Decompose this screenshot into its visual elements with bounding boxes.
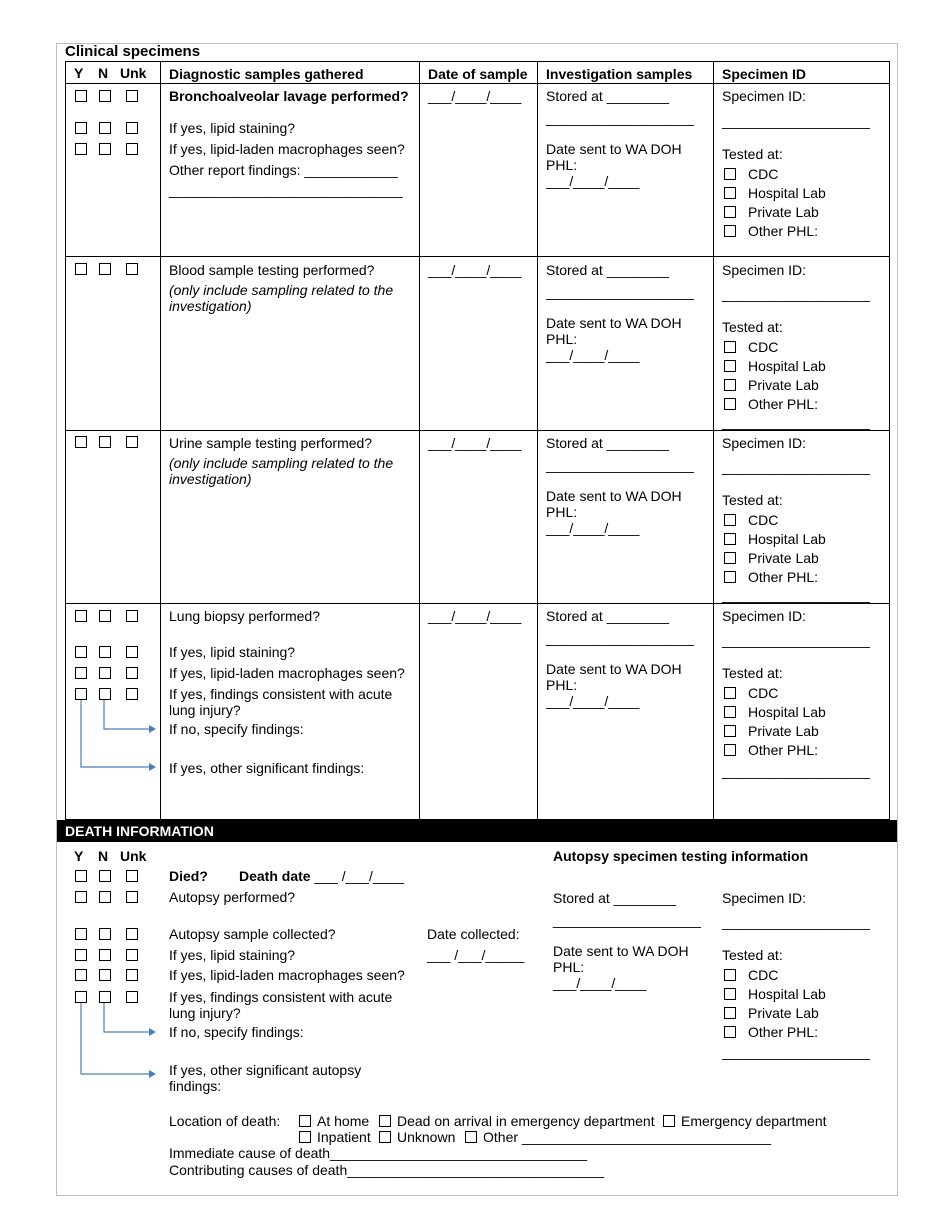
autopsy-collected-unk-checkbox[interactable] <box>126 928 138 940</box>
autopsy-tested-at-label: Tested at: <box>722 947 783 963</box>
blood-date-sent-label: Date sent to WA DOH PHL: <box>546 315 682 347</box>
bal-date-sent-label: Date sent to WA DOH PHL: <box>546 141 682 173</box>
bal-n-checkbox[interactable] <box>99 90 111 102</box>
location-unknown-label: Unknown <box>397 1129 456 1145</box>
urine-hospital-checkbox[interactable] <box>724 533 736 545</box>
biopsy-stored-line[interactable]: ___________________ <box>546 630 694 646</box>
biopsy-date-sent-field[interactable]: ___/____/____ <box>546 693 640 709</box>
biopsy-other-phl-label: Other PHL: <box>748 742 819 758</box>
bal-lipid-n-checkbox[interactable] <box>99 122 111 134</box>
biopsy-hospital-checkbox[interactable] <box>724 706 736 718</box>
col-border <box>419 61 420 820</box>
urine-date-sent-field[interactable]: ___/____/____ <box>546 520 640 536</box>
autopsy-collected-question: Autopsy sample collected? <box>169 926 336 942</box>
blood-y-checkbox[interactable] <box>75 263 87 275</box>
blood-cdc-label: CDC <box>748 339 779 355</box>
urine-date-sent-label: Date sent to WA DOH PHL: <box>546 488 682 520</box>
autopsy-other-phl-checkbox[interactable] <box>724 1026 736 1038</box>
blood-unk-checkbox[interactable] <box>126 263 138 275</box>
biopsy-flow-arrows <box>70 700 162 775</box>
urine-n-checkbox[interactable] <box>99 436 111 448</box>
biopsy-cdc-checkbox[interactable] <box>724 687 736 699</box>
bal-macro-n-checkbox[interactable] <box>99 143 111 155</box>
autopsy-performed-question: Autopsy performed? <box>169 889 296 905</box>
biopsy-stored-at[interactable]: Stored at ________ <box>546 608 669 624</box>
biopsy-private-checkbox[interactable] <box>724 725 736 737</box>
urine-stored-line[interactable]: ___________________ <box>546 457 694 473</box>
bal-date-sent-field[interactable]: ___/____/____ <box>546 173 640 189</box>
bal-macro-question: If yes, lipid-laden macrophages seen? <box>169 141 405 157</box>
autopsy-macro-n-checkbox[interactable] <box>99 969 111 981</box>
header-divider <box>65 83 889 84</box>
urine-other-phl-checkbox[interactable] <box>724 571 736 583</box>
biopsy-acute-y-checkbox[interactable] <box>75 688 87 700</box>
blood-other-phl-checkbox[interactable] <box>724 398 736 410</box>
row-divider <box>65 430 889 431</box>
urine-other-phl-label: Other PHL: <box>748 569 819 585</box>
autopsy-lipid-question: If yes, lipid staining? <box>169 947 296 963</box>
urine-hospital-label: Hospital Lab <box>748 531 826 547</box>
no-branch-arrow-line <box>104 1003 150 1032</box>
bal-cdc-label: CDC <box>748 166 779 182</box>
biopsy-specimen-id-field[interactable]: ___________________ <box>722 632 870 648</box>
urine-other-phl-line[interactable]: ___________________ <box>722 587 870 603</box>
bal-stored-at[interactable]: Stored at ________ <box>546 88 669 104</box>
biopsy-macro-n-checkbox[interactable] <box>99 667 111 679</box>
blood-stored-line[interactable]: ___________________ <box>546 284 694 300</box>
header-diagnostic: Diagnostic samples gathered <box>169 66 364 82</box>
autopsy-specimen-id-field[interactable]: ___________________ <box>722 914 870 930</box>
bal-tested-at-label: Tested at: <box>722 146 783 162</box>
autopsy-stored-at[interactable]: Stored at ________ <box>553 890 676 906</box>
urine-specimen-id-label: Specimen ID: <box>722 435 807 451</box>
header-investigation: Investigation samples <box>546 66 693 82</box>
autopsy-other-phl-line[interactable]: ___________________ <box>722 1044 870 1060</box>
biopsy-lipid-unk-checkbox[interactable] <box>126 646 138 658</box>
location-other-field[interactable]: Other ________________________________ <box>483 1129 772 1145</box>
autopsy-lipid-unk-checkbox[interactable] <box>126 949 138 961</box>
autopsy-hospital-checkbox[interactable] <box>724 988 736 1000</box>
biopsy-date-sent-label: Date sent to WA DOH PHL: <box>546 661 682 693</box>
autopsy-info-header: Autopsy specimen testing information <box>553 848 809 864</box>
death-date-field[interactable]: Death date ___ /___/____ <box>239 868 404 884</box>
biopsy-other-findings: If yes, other significant findings: <box>169 760 365 776</box>
autopsy-private-label: Private Lab <box>748 1005 819 1021</box>
urine-specimen-id-field[interactable]: ___________________ <box>722 459 870 475</box>
autopsy-private-checkbox[interactable] <box>724 1007 736 1019</box>
urine-question: Urine sample testing performed? <box>169 435 373 451</box>
header-n: N <box>98 65 109 81</box>
autopsy-collected-y-checkbox[interactable] <box>75 928 87 940</box>
bal-other-findings-line[interactable]: ______________________________ <box>169 182 403 198</box>
bal-other-phl-checkbox[interactable] <box>724 225 736 237</box>
biopsy-lipid-n-checkbox[interactable] <box>99 646 111 658</box>
biopsy-acute-unk-checkbox[interactable] <box>126 688 138 700</box>
biopsy-macro-y-checkbox[interactable] <box>75 667 87 679</box>
blood-specimen-id-field[interactable]: ___________________ <box>722 286 870 302</box>
yes-branch-arrow-line <box>81 1003 150 1074</box>
bal-lipid-y-checkbox[interactable] <box>75 122 87 134</box>
location-unknown-checkbox[interactable] <box>379 1131 391 1143</box>
urine-private-label: Private Lab <box>748 550 819 566</box>
autopsy-stored-line[interactable]: ___________________ <box>553 912 701 928</box>
location-inpatient-checkbox[interactable] <box>299 1131 311 1143</box>
autopsy-specify-findings: If no, specify findings: <box>169 1024 304 1040</box>
died-y-checkbox[interactable] <box>75 870 87 882</box>
death-header-unk: Unk <box>120 848 147 864</box>
contributing-causes-field[interactable]: Contributing causes of death_________________________________ <box>169 1162 605 1178</box>
col-border <box>713 61 714 820</box>
biopsy-specify-findings: If no, specify findings: <box>169 721 304 737</box>
header-y: Y <box>74 65 84 81</box>
location-doa-label: Dead on arrival in emergency department <box>397 1113 655 1129</box>
yes-branch-arrow-line <box>81 700 150 767</box>
biopsy-date-field[interactable]: ___/____/____ <box>428 608 522 624</box>
bal-unk-checkbox[interactable] <box>126 90 138 102</box>
biopsy-y-checkbox[interactable] <box>75 610 87 622</box>
autopsy-acute-n-checkbox[interactable] <box>99 991 111 1003</box>
date-collected-field[interactable]: ___ /___/_____ <box>427 947 525 963</box>
biopsy-n-checkbox[interactable] <box>99 610 111 622</box>
autopsy-hospital-label: Hospital Lab <box>748 986 826 1002</box>
autopsy-date-sent-field[interactable]: ___/____/____ <box>553 975 647 991</box>
location-at-home-checkbox[interactable] <box>299 1115 311 1127</box>
biopsy-hospital-label: Hospital Lab <box>748 704 826 720</box>
autopsy-flow-arrows <box>70 1003 162 1078</box>
location-ed-label: Emergency department <box>681 1113 827 1129</box>
autopsy-macro-question: If yes, lipid-laden macrophages seen? <box>169 967 405 983</box>
blood-question: Blood sample testing performed? <box>169 262 375 278</box>
bal-lipid-question: If yes, lipid staining? <box>169 120 296 136</box>
autopsy-specimen-id-label: Specimen ID: <box>722 890 807 906</box>
header-unk: Unk <box>120 65 147 81</box>
biopsy-other-phl-line[interactable]: ___________________ <box>722 763 870 779</box>
blood-cdc-checkbox[interactable] <box>724 341 736 353</box>
died-n-checkbox[interactable] <box>99 870 111 882</box>
urine-private-checkbox[interactable] <box>724 552 736 564</box>
biopsy-unk-checkbox[interactable] <box>126 610 138 622</box>
died-question: Died? <box>169 868 208 884</box>
biopsy-macro-question: If yes, lipid-laden macrophages seen? <box>169 665 405 681</box>
biopsy-lipid-y-checkbox[interactable] <box>75 646 87 658</box>
bal-question: Bronchoalveolar lavage performed? <box>169 88 409 104</box>
blood-date-field[interactable]: ___/____/____ <box>428 262 522 278</box>
blood-hospital-label: Hospital Lab <box>748 358 826 374</box>
autopsy-acute-question: If yes, findings consistent with acute lung injury? <box>169 989 393 1021</box>
col-border <box>537 61 538 820</box>
biopsy-private-label: Private Lab <box>748 723 819 739</box>
autopsy-performed-n-checkbox[interactable] <box>99 891 111 903</box>
urine-cdc-checkbox[interactable] <box>724 514 736 526</box>
location-other-checkbox[interactable] <box>465 1131 477 1143</box>
bal-macro-unk-checkbox[interactable] <box>126 143 138 155</box>
location-ed-checkbox[interactable] <box>663 1115 675 1127</box>
bal-private-checkbox[interactable] <box>724 206 736 218</box>
biopsy-cdc-label: CDC <box>748 685 779 701</box>
blood-stored-at[interactable]: Stored at ________ <box>546 262 669 278</box>
autopsy-macro-y-checkbox[interactable] <box>75 969 87 981</box>
blood-private-checkbox[interactable] <box>724 379 736 391</box>
autopsy-acute-y-checkbox[interactable] <box>75 991 87 1003</box>
location-doa-checkbox[interactable] <box>379 1115 391 1127</box>
bal-stored-line[interactable]: ___________________ <box>546 110 694 126</box>
autopsy-lipid-y-checkbox[interactable] <box>75 949 87 961</box>
bal-y-checkbox[interactable] <box>75 90 87 102</box>
urine-tested-at-label: Tested at: <box>722 492 783 508</box>
autopsy-performed-y-checkbox[interactable] <box>75 891 87 903</box>
immediate-cause-field[interactable]: Immediate cause of death_________________________________ <box>169 1145 588 1161</box>
death-section-title: DEATH INFORMATION <box>65 823 214 839</box>
biopsy-acute-question: If yes, findings consistent with acute lung injury? <box>169 686 393 718</box>
biopsy-question: Lung biopsy performed? <box>169 608 320 624</box>
header-specimen: Specimen ID <box>722 66 807 82</box>
urine-cdc-label: CDC <box>748 512 779 528</box>
bal-cdc-checkbox[interactable] <box>724 168 736 180</box>
no-branch-arrow-line <box>104 700 150 729</box>
no-branch-arrowhead-icon <box>149 1028 156 1036</box>
death-header-y: Y <box>74 848 84 864</box>
biopsy-acute-n-checkbox[interactable] <box>99 688 111 700</box>
urine-unk-checkbox[interactable] <box>126 436 138 448</box>
biopsy-other-phl-checkbox[interactable] <box>724 744 736 756</box>
blood-other-phl-line[interactable]: ___________________ <box>722 414 870 430</box>
clinical-specimens-title: Clinical specimens <box>65 43 201 60</box>
bal-macro-y-checkbox[interactable] <box>75 143 87 155</box>
autopsy-other-phl-label: Other PHL: <box>748 1024 819 1040</box>
bal-private-label: Private Lab <box>748 204 819 220</box>
bal-other-phl-line[interactable]: ___________________ <box>722 241 870 257</box>
autopsy-lipid-n-checkbox[interactable] <box>99 949 111 961</box>
blood-hospital-checkbox[interactable] <box>724 360 736 372</box>
blood-note: (only include sampling related to the investigation) <box>169 282 394 314</box>
bal-specimen-id-label: Specimen ID: <box>722 88 807 104</box>
row-divider <box>65 603 889 604</box>
urine-y-checkbox[interactable] <box>75 436 87 448</box>
autopsy-performed-unk-checkbox[interactable] <box>126 891 138 903</box>
death-section-header <box>57 820 897 842</box>
urine-stored-at[interactable]: Stored at ________ <box>546 435 669 451</box>
col-border <box>889 61 890 820</box>
blood-date-sent-field[interactable]: ___/____/____ <box>546 347 640 363</box>
blood-private-label: Private Lab <box>748 377 819 393</box>
biopsy-specimen-id-label: Specimen ID: <box>722 608 807 624</box>
urine-note: (only include sampling related to the investigation) <box>169 455 394 487</box>
blood-tested-at-label: Tested at: <box>722 319 783 335</box>
no-branch-arrowhead-icon <box>149 725 156 733</box>
autopsy-cdc-checkbox[interactable] <box>724 969 736 981</box>
autopsy-cdc-label: CDC <box>748 967 779 983</box>
bal-hospital-checkbox[interactable] <box>724 187 736 199</box>
bal-other-phl-label: Other PHL: <box>748 223 819 239</box>
date-collected-label: Date collected: <box>427 926 520 942</box>
biopsy-lipid-question: If yes, lipid staining? <box>169 644 296 660</box>
blood-other-phl-label: Other PHL: <box>748 396 819 412</box>
autopsy-collected-n-checkbox[interactable] <box>99 928 111 940</box>
biopsy-tested-at-label: Tested at: <box>722 665 783 681</box>
died-unk-checkbox[interactable] <box>126 870 138 882</box>
autopsy-macro-unk-checkbox[interactable] <box>126 969 138 981</box>
location-of-death-label: Location of death: <box>169 1113 281 1129</box>
autopsy-acute-unk-checkbox[interactable] <box>126 991 138 1003</box>
col-border <box>65 61 66 820</box>
yes-branch-arrowhead-icon <box>149 763 156 771</box>
header-date: Date of sample <box>428 66 528 82</box>
death-header-n: N <box>98 848 109 864</box>
yes-branch-arrowhead-icon <box>149 1070 156 1078</box>
bal-specimen-id-field[interactable]: ___________________ <box>722 113 870 129</box>
bal-date-field[interactable]: ___/____/____ <box>428 88 522 104</box>
bal-hospital-label: Hospital Lab <box>748 185 826 201</box>
blood-n-checkbox[interactable] <box>99 263 111 275</box>
autopsy-other-findings: If yes, other significant autopsy findings: <box>169 1062 362 1094</box>
biopsy-macro-unk-checkbox[interactable] <box>126 667 138 679</box>
table-top-border <box>65 61 889 62</box>
bal-other-findings[interactable]: Other report findings: ____________ <box>169 162 398 178</box>
location-inpatient-label: Inpatient <box>317 1129 371 1145</box>
blood-specimen-id-label: Specimen ID: <box>722 262 807 278</box>
urine-date-field[interactable]: ___/____/____ <box>428 435 522 451</box>
bal-lipid-unk-checkbox[interactable] <box>126 122 138 134</box>
location-at-home-label: At home <box>317 1113 370 1129</box>
autopsy-date-sent-label: Date sent to WA DOH PHL: <box>553 943 689 975</box>
